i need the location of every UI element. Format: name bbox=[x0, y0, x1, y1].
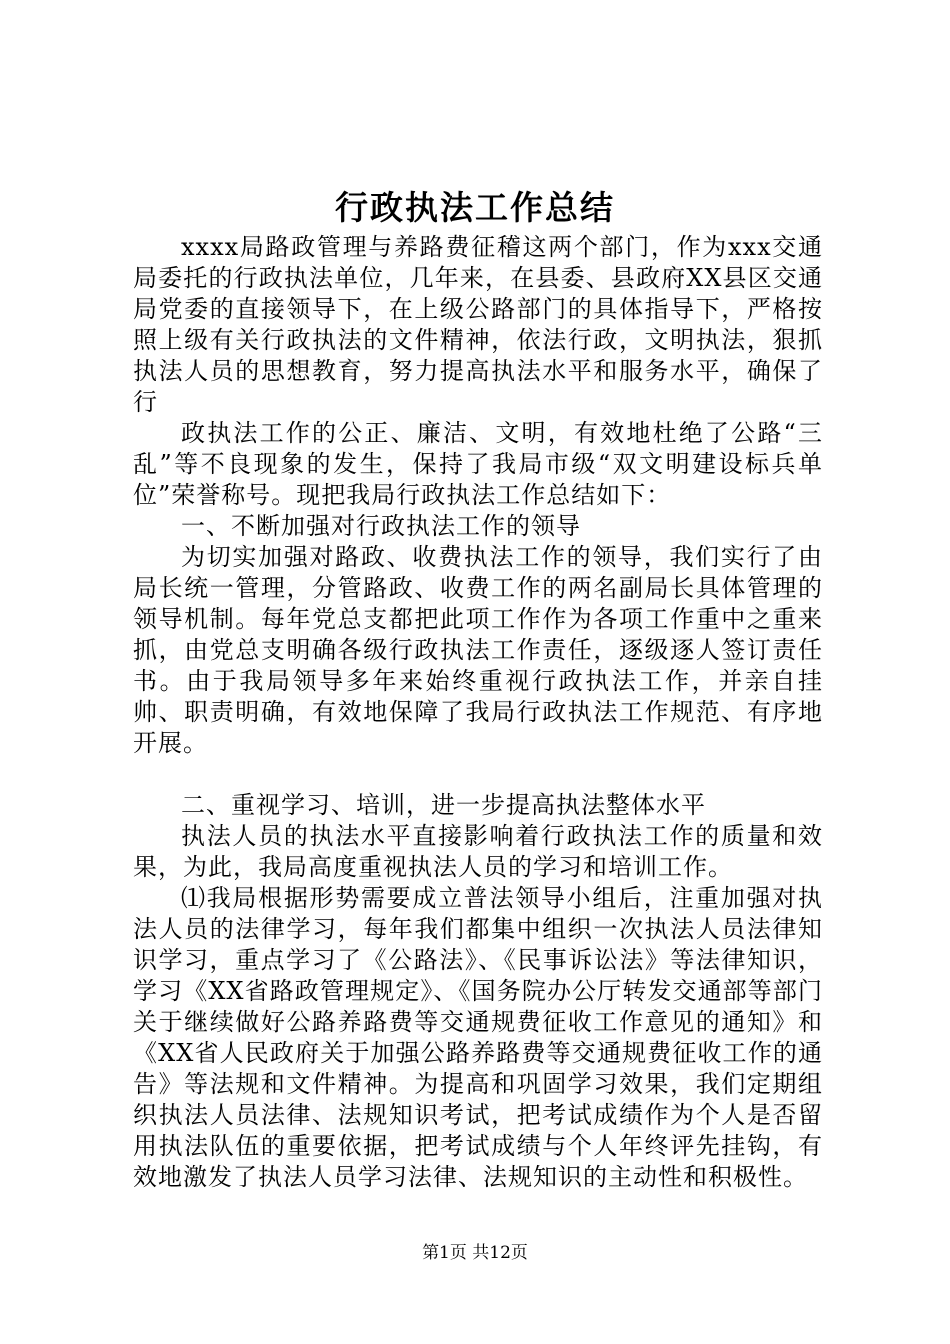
paragraph-spacer bbox=[133, 759, 823, 790]
document-body bbox=[133, 232, 823, 1193]
paragraph-intro: xxxx局路政管理与养路费征稽这两个部门，作为xxx交通局委托的行政执法单位，几年来，在县委、县政府XX县区交通局党委的直接领导下，在上级公路部门的具体指导下，严格按照上级有关行政执法的文件精神，依法行政，文明执法，狠抓执法人员的思想教育，努力提高执法水平和服务水平，确保了行 bbox=[133, 233, 823, 416]
paragraph-training-item-1: ⑴我局根据形势需要成立普法领导小组后，注重加强对执法人员的法律学习，每年我们都集中组织一次执法人员法律知识学习，重点学习了《公路法》、《民事诉讼法》等法律知识，学习《XX省路政管理规定》、《国务院办公厅转发交通部等部门关于继续做好公路养路费等交通规费征收工作意见的通知》和《XX省人民政府关于加强公路养路费等交通规费征收工作的通告》等法规和文件精神。为提高和巩固学习效果，我们定期组织执法人员法律、法规知识考试，把考试成绩作为个人是否留用执法队伍的重要依据，把考试成绩与个人年终评先挂钩，有效地激发了执法人员学习法律、法规知识的主动性和积极性。 bbox=[133, 884, 823, 1191]
paragraph-training-intro: 执法人员的执法水平直接影响着行政执法工作的质量和效果，为此，我局高度重视执法人员的学习和培训工作。 bbox=[133, 822, 823, 881]
section-heading-2: 二、重视学习、培训，进一步提高执法整体水平 bbox=[181, 791, 706, 819]
document-title: 行政执法工作总结 bbox=[335, 188, 615, 227]
paragraph-leadership: 为切实加强对路政、收费执法工作的领导，我们实行了由局长统一管理，分管路政、收费工作的两名副局长具体管理的领导机制。每年党总支都把此项工作作为各项工作重中之重来抓，由党总支明确各级行政执法工作责任，逐级逐人签订责任书。由于我局领导多年来始终重视行政执法工作，并亲自挂帅、职责明确，有效地保障了我局行政执法工作规范、有序地开展。 bbox=[133, 543, 823, 757]
page-number-footer: 第1页 共12页 bbox=[422, 1243, 528, 1263]
section-heading-1: 一、不断加强对行政执法工作的领导 bbox=[181, 512, 581, 540]
paragraph-intro-continued: 政执法工作的公正、廉洁、文明，有效地杜绝了公路“三乱”等不良现象的发生，保持了我局市级“双文明建设标兵单位”荣誉称号。现把我局行政执法工作总结如下： bbox=[133, 419, 823, 509]
